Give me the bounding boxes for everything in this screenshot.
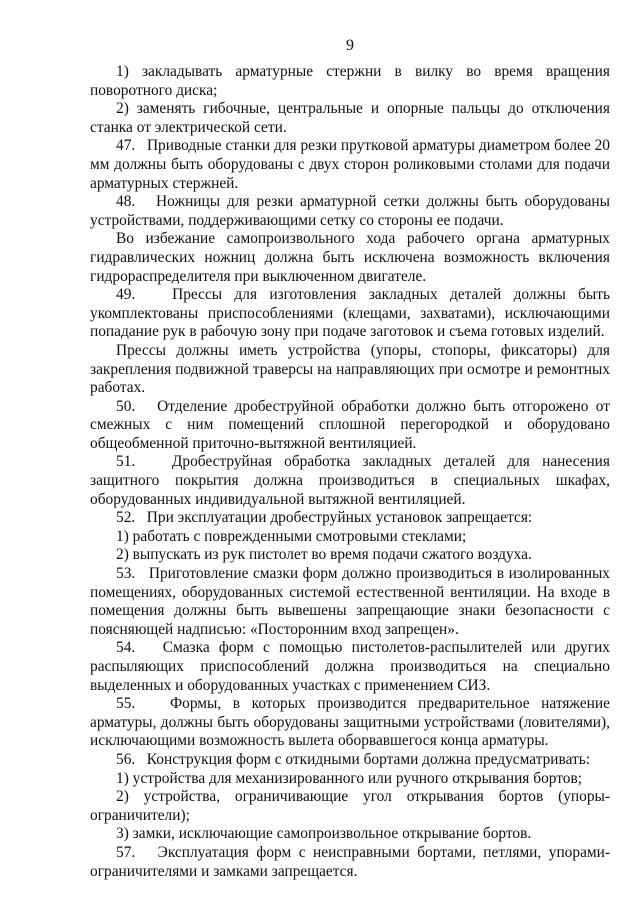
paragraph: 3) замки, исключающие самопроизвольное открывание бортов. xyxy=(116,825,532,843)
paragraph: 56. Конструкция форм с откидными бортами должна предусматривать: xyxy=(116,750,591,768)
paragraph: 54. Смазка форм с помощью пистолетов-распылителей или других распыляющих приспособлений должна производиться на специально выделенных и оборудованных участках с применением СИЗ. xyxy=(90,639,610,694)
paragraph: 48. Ножницы для резки арматурной сетки должны быть оборудованы устройствами, поддерживающими сетку со стороны ее подачи. xyxy=(90,193,610,229)
paragraph: 2) устройства, ограничивающие угол открывания бортов (упоры-ограничители); xyxy=(90,788,610,824)
paragraph: 49. Прессы для изготовления закладных деталей должны быть укомплектованы приспособлениями (клещами, захватами), исключающими попадание рук в рабочую зону при подаче заготовок и съема готовых изделий. xyxy=(90,286,610,341)
paragraph: 1) закладывать арматурные стержни в вилку во время вращения поворотного диска; xyxy=(90,63,610,99)
paragraph: 52. При эксплуатации дробеструйных установок запрещается: xyxy=(116,509,533,527)
page-number: 9 xyxy=(346,37,354,54)
document-body xyxy=(90,63,610,881)
paragraph: 53. Приготовление смазки форм должно производиться в изолированных помещениях, оборудованных системой естественной вентиляции. На входе в помещения должны быть вывешены запрещающие знаки безопасности с поясняющей надписью: «Посторонним вход запрещен». xyxy=(90,565,610,638)
paragraph: 55. Формы, в которых производится предварительное натяжение арматуры, должны быть оборудованы защитными устройствами (ловителями), исключающими возможность вылета оборвавшегося конца арматуры. xyxy=(90,695,610,750)
paragraph: 1) устройства для механизированного или ручного открывания бортов; xyxy=(116,769,583,787)
paragraph: 51. Дробеструйная обработка закладных деталей для нанесения защитного покрытия должна производиться в специальных шкафах, оборудованных индивидуальной вытяжной вентиляцией. xyxy=(90,453,610,508)
paragraph: 50. Отделение дробеструйной обработки должно быть отгорожено от смежных с ним помещений сплошной перегородкой и оборудовано общеобменной приточно-вытяжной вентиляцией. xyxy=(90,397,610,452)
paragraph: 1) работать с поврежденными смотровыми стеклами; xyxy=(116,527,467,545)
paragraph: 2) выпускать из рук пистолет во время подачи сжатого воздуха. xyxy=(116,546,532,564)
paragraph: 47. Приводные станки для резки прутковой арматуры диаметром более 20 мм должны быть оборудованы с двух сторон роликовыми столами для подачи арматурных стержней. xyxy=(90,137,610,192)
paragraph: Прессы должны иметь устройства (упоры, стопоры, фиксаторы) для закрепления подвижной траверсы на направляющих при осмотре и ремонтных работах. xyxy=(90,341,610,397)
paragraph: 2) заменять гибочные, центральные и опорные пальцы до отключения станка от электрической сети. xyxy=(90,100,610,136)
paragraph: 57. Эксплуатация форм с неисправными бортами, петлями, упорами-ограничителями и замками запрещается. xyxy=(90,843,610,880)
paragraph: Во избежание самопроизвольного хода рабочего органа арматурных гидравлических ножниц должна быть исключена возможность включения гидрораспределителя при выключенном двигателе. xyxy=(90,230,610,285)
